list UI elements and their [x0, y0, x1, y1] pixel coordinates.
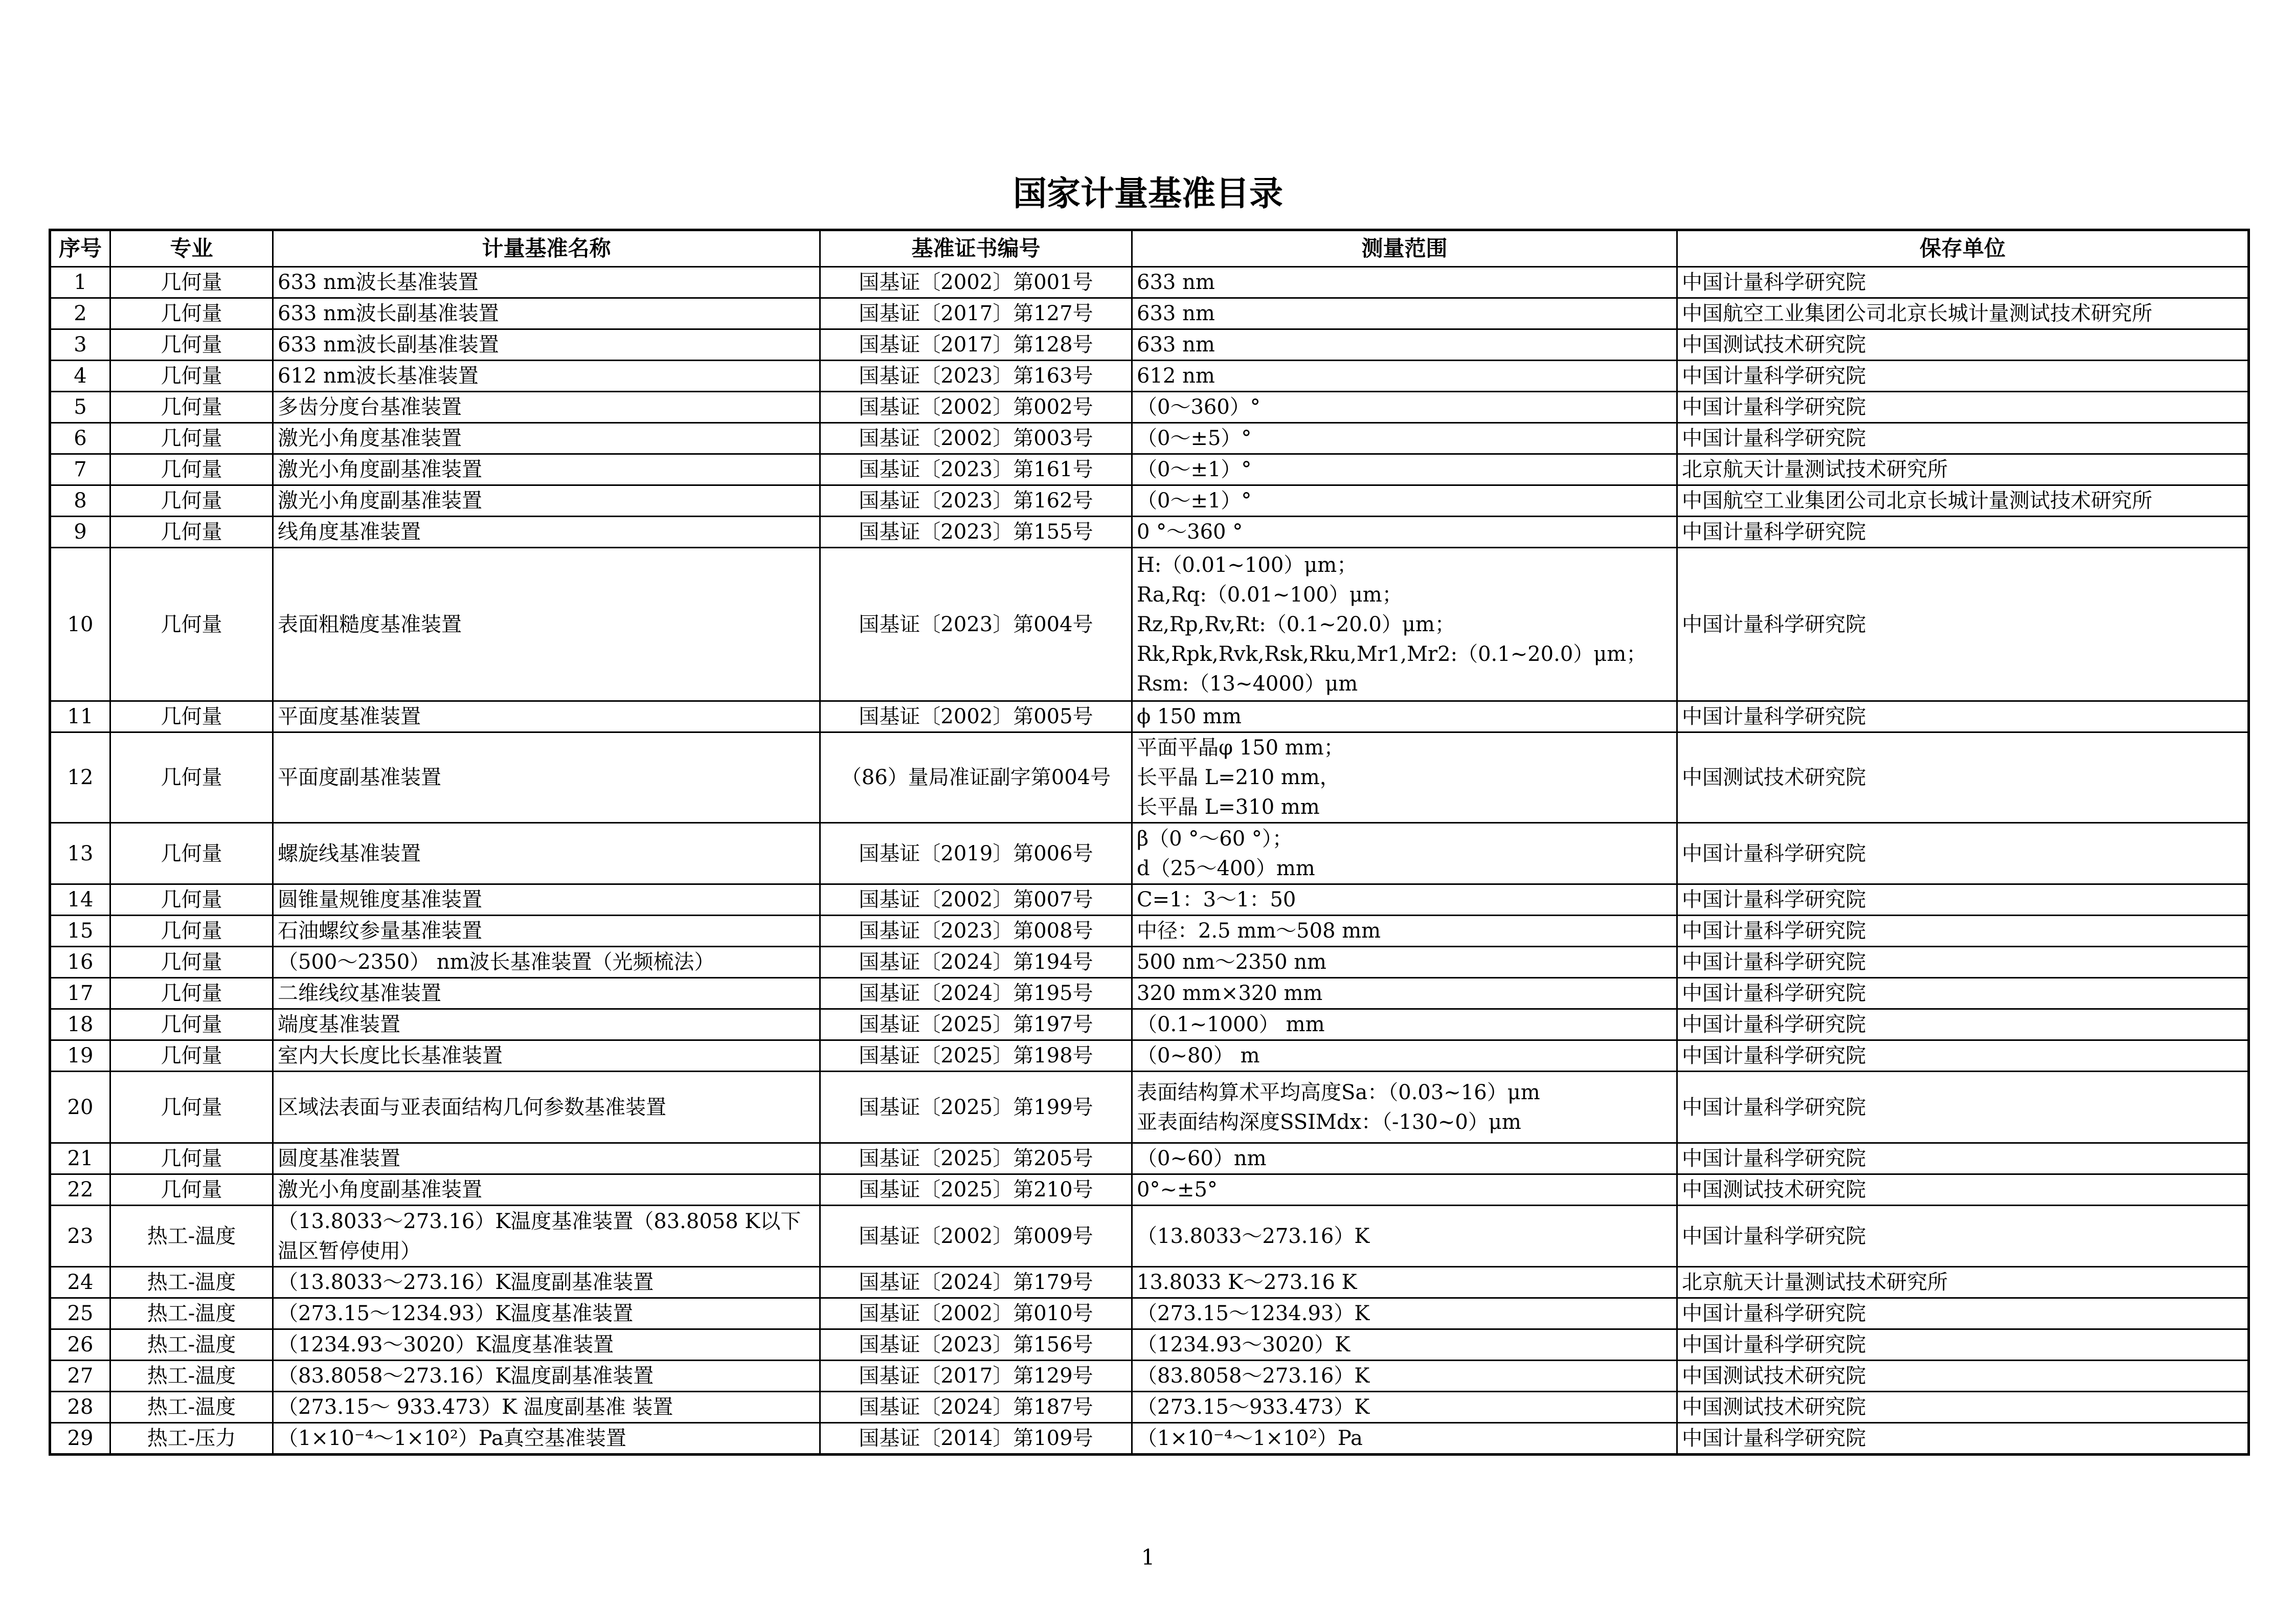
cell-holder: 中国计量科学研究院: [1677, 1009, 2249, 1040]
cell-cert: 国基证〔2023〕第163号: [820, 361, 1132, 392]
cell-no: 6: [50, 423, 110, 454]
cell-field: 热工-温度: [110, 1392, 273, 1423]
cell-no: 26: [50, 1329, 110, 1361]
cell-range: 13.8033 K～273.16 K: [1132, 1267, 1677, 1298]
table-row: [50, 454, 2249, 485]
cell-holder: 中国计量科学研究院: [1677, 517, 2249, 548]
cell-holder: 中国计量科学研究院: [1677, 947, 2249, 978]
cell-cert: 国基证〔2023〕第162号: [820, 485, 1132, 517]
table-row: [50, 1392, 2249, 1423]
cell-field: 几何量: [110, 548, 273, 701]
cell-range: （0~60）nm: [1132, 1143, 1677, 1174]
table-row: [50, 548, 2249, 701]
cell-holder: 北京航天计量测试技术研究所: [1677, 1267, 2249, 1298]
cell-cert: 国基证〔2019〕第006号: [820, 823, 1132, 884]
table-row: [50, 392, 2249, 423]
cell-holder: 中国计量科学研究院: [1677, 392, 2249, 423]
table-row: [50, 485, 2249, 517]
cell-range: （13.8033～273.16）K: [1132, 1206, 1677, 1267]
cell-name: （83.8058～273.16）K温度副基准装置: [273, 1361, 820, 1392]
cell-field: 热工-温度: [110, 1267, 273, 1298]
cell-cert: 国基证〔2002〕第010号: [820, 1298, 1132, 1329]
cell-name: 石油螺纹参量基准装置: [273, 916, 820, 947]
table-row: [50, 1072, 2249, 1143]
cell-range: 平面平晶φ 150 mm； 长平晶 L=210 mm， 长平晶 L=310 mm: [1132, 732, 1677, 823]
cell-cert: 国基证〔2023〕第156号: [820, 1329, 1132, 1361]
cell-name: 多齿分度台基准装置: [273, 392, 820, 423]
table-row: [50, 1040, 2249, 1072]
cell-field: 热工-压力: [110, 1423, 273, 1455]
cell-name: （13.8033～273.16）K温度基准装置（83.8058 K以下温区暂停使用）: [273, 1206, 820, 1267]
cell-no: 27: [50, 1361, 110, 1392]
cell-field: 几何量: [110, 947, 273, 978]
cell-field: 几何量: [110, 329, 273, 361]
cell-no: 11: [50, 701, 110, 732]
cell-name: 室内大长度比长基准装置: [273, 1040, 820, 1072]
header-holder: 保存单位: [1677, 230, 2249, 267]
cell-holder: 中国计量科学研究院: [1677, 267, 2249, 298]
table-row: [50, 884, 2249, 916]
header-field: 专业: [110, 230, 273, 267]
cell-holder: 中国计量科学研究院: [1677, 916, 2249, 947]
cell-range: （0～±1）°: [1132, 454, 1677, 485]
table-row: [50, 1361, 2249, 1392]
cell-cert: 国基证〔2017〕第129号: [820, 1361, 1132, 1392]
cell-range: （0～±5）°: [1132, 423, 1677, 454]
table-row: [50, 701, 2249, 732]
cell-no: 24: [50, 1267, 110, 1298]
header-cert: 基准证书编号: [820, 230, 1132, 267]
cell-field: 几何量: [110, 732, 273, 823]
cell-cert: 国基证〔2017〕第128号: [820, 329, 1132, 361]
cell-holder: 中国计量科学研究院: [1677, 423, 2249, 454]
cell-no: 22: [50, 1174, 110, 1206]
cell-name: （1×10⁻⁴～1×10²）Pa真空基准装置: [273, 1423, 820, 1455]
table-row: [50, 947, 2249, 978]
cell-holder: 中国计量科学研究院: [1677, 978, 2249, 1009]
cell-range: （0～360）°: [1132, 392, 1677, 423]
cell-holder: 中国航空工业集团公司北京长城计量测试技术研究所: [1677, 298, 2249, 329]
table-body: [50, 267, 2249, 1455]
cell-no: 21: [50, 1143, 110, 1174]
cell-name: 圆锥量规锥度基准装置: [273, 884, 820, 916]
cell-field: 几何量: [110, 423, 273, 454]
cell-range: （83.8058～273.16）K: [1132, 1361, 1677, 1392]
cell-holder: 北京航天计量测试技术研究所: [1677, 454, 2249, 485]
cell-holder: 中国计量科学研究院: [1677, 884, 2249, 916]
cell-cert: 国基证〔2025〕第199号: [820, 1072, 1132, 1143]
table-row: [50, 517, 2249, 548]
cell-field: 几何量: [110, 454, 273, 485]
cell-no: 3: [50, 329, 110, 361]
cell-no: 13: [50, 823, 110, 884]
cell-cert: 国基证〔2023〕第155号: [820, 517, 1132, 548]
cell-name: 二维线纹基准装置: [273, 978, 820, 1009]
cell-no: 12: [50, 732, 110, 823]
page-number: 1: [1141, 1545, 1155, 1570]
cell-name: 633 nm波长基准装置: [273, 267, 820, 298]
cell-no: 17: [50, 978, 110, 1009]
cell-holder: 中国计量科学研究院: [1677, 1298, 2249, 1329]
cell-holder: 中国测试技术研究院: [1677, 1361, 2249, 1392]
cell-name: （500～2350） nm波长基准装置（光频梳法）: [273, 947, 820, 978]
cell-range: 0 °～360 °: [1132, 517, 1677, 548]
cell-name: 端度基准装置: [273, 1009, 820, 1040]
cell-range: H:（0.01~100）μm； Ra,Rq:（0.01~100）μm； Rz,Rp,Rv,Rt:（0.1~20.0）μm； Rk,Rpk,Rvk,Rsk,Rku,Mr1,Mr2:（0.1~20.0）μm； Rsm:（13~4000）μm: [1132, 548, 1677, 701]
cell-range: C=1：3～1：50: [1132, 884, 1677, 916]
cell-field: 几何量: [110, 267, 273, 298]
cell-no: 19: [50, 1040, 110, 1072]
header-no: 序号: [50, 230, 110, 267]
cell-holder: 中国计量科学研究院: [1677, 548, 2249, 701]
cell-holder: 中国计量科学研究院: [1677, 361, 2249, 392]
cell-field: 几何量: [110, 298, 273, 329]
cell-holder: 中国计量科学研究院: [1677, 701, 2249, 732]
cell-name: 激光小角度副基准装置: [273, 454, 820, 485]
cell-holder: 中国测试技术研究院: [1677, 1174, 2249, 1206]
cell-holder: 中国计量科学研究院: [1677, 823, 2249, 884]
cell-name: 线角度基准装置: [273, 517, 820, 548]
table-header: [50, 230, 2249, 267]
cell-field: 几何量: [110, 485, 273, 517]
cell-name: 激光小角度副基准装置: [273, 485, 820, 517]
cell-cert: （86）量局准证副字第004号: [820, 732, 1132, 823]
cell-no: 1: [50, 267, 110, 298]
cell-name: 平面度副基准装置: [273, 732, 820, 823]
cell-holder: 中国测试技术研究院: [1677, 732, 2249, 823]
table-row: [50, 423, 2249, 454]
cell-cert: 国基证〔2002〕第009号: [820, 1206, 1132, 1267]
cell-cert: 国基证〔2023〕第161号: [820, 454, 1132, 485]
cell-holder: 中国计量科学研究院: [1677, 1040, 2249, 1072]
cell-range: （0～±1）°: [1132, 485, 1677, 517]
header-range: 测量范围: [1132, 230, 1677, 267]
cell-no: 16: [50, 947, 110, 978]
cell-range: 中径：2.5 mm～508 mm: [1132, 916, 1677, 947]
cell-range: （0.1~1000） mm: [1132, 1009, 1677, 1040]
table-row: [50, 1009, 2249, 1040]
cell-cert: 国基证〔2024〕第179号: [820, 1267, 1132, 1298]
cell-no: 4: [50, 361, 110, 392]
table-row: [50, 1174, 2249, 1206]
table-row: [50, 1423, 2249, 1455]
cell-no: 23: [50, 1206, 110, 1267]
cell-field: 热工-温度: [110, 1329, 273, 1361]
cell-name: 区域法表面与亚表面结构几何参数基准装置: [273, 1072, 820, 1143]
cell-range: 320 mm×320 mm: [1132, 978, 1677, 1009]
cell-field: 几何量: [110, 392, 273, 423]
cell-field: 几何量: [110, 884, 273, 916]
cell-range: （1×10⁻⁴～1×10²）Pa: [1132, 1423, 1677, 1455]
cell-cert: 国基证〔2025〕第205号: [820, 1143, 1132, 1174]
table-row: [50, 732, 2249, 823]
cell-field: 热工-温度: [110, 1361, 273, 1392]
cell-name: 633 nm波长副基准装置: [273, 298, 820, 329]
cell-name: 612 nm波长基准装置: [273, 361, 820, 392]
cell-name: （273.15～1234.93）K温度基准装置: [273, 1298, 820, 1329]
table-row: [50, 329, 2249, 361]
cell-field: 热工-温度: [110, 1206, 273, 1267]
cell-cert: 国基证〔2002〕第005号: [820, 701, 1132, 732]
cell-no: 15: [50, 916, 110, 947]
table-row: [50, 1329, 2249, 1361]
cell-no: 20: [50, 1072, 110, 1143]
cell-range: （273.15～1234.93）K: [1132, 1298, 1677, 1329]
table-row: [50, 978, 2249, 1009]
cell-field: 热工-温度: [110, 1298, 273, 1329]
cell-range: （273.15～933.473）K: [1132, 1392, 1677, 1423]
table-row: [50, 361, 2249, 392]
cell-cert: 国基证〔2024〕第195号: [820, 978, 1132, 1009]
cell-holder: 中国测试技术研究院: [1677, 1392, 2249, 1423]
cell-range: 612 nm: [1132, 361, 1677, 392]
cell-field: 几何量: [110, 701, 273, 732]
cell-cert: 国基证〔2014〕第109号: [820, 1423, 1132, 1455]
cell-no: 7: [50, 454, 110, 485]
cell-cert: 国基证〔2025〕第210号: [820, 1174, 1132, 1206]
cell-range: （0~80） m: [1132, 1040, 1677, 1072]
table-row: [50, 1143, 2249, 1174]
table-row: [50, 1206, 2249, 1267]
cell-cert: 国基证〔2002〕第003号: [820, 423, 1132, 454]
header-row: [50, 230, 2249, 267]
cell-holder: 中国测试技术研究院: [1677, 329, 2249, 361]
cell-field: 几何量: [110, 1143, 273, 1174]
cell-no: 2: [50, 298, 110, 329]
cell-field: 几何量: [110, 1009, 273, 1040]
cell-cert: 国基证〔2023〕第008号: [820, 916, 1132, 947]
cell-cert: 国基证〔2017〕第127号: [820, 298, 1132, 329]
cell-no: 29: [50, 1423, 110, 1455]
cell-range: 633 nm: [1132, 329, 1677, 361]
cell-field: 几何量: [110, 517, 273, 548]
cell-field: 几何量: [110, 1174, 273, 1206]
cell-cert: 国基证〔2025〕第197号: [820, 1009, 1132, 1040]
cell-holder: 中国计量科学研究院: [1677, 1423, 2249, 1455]
cell-field: 几何量: [110, 1040, 273, 1072]
cell-no: 25: [50, 1298, 110, 1329]
cell-name: 表面粗糙度基准装置: [273, 548, 820, 701]
cell-no: 18: [50, 1009, 110, 1040]
cell-field: 几何量: [110, 978, 273, 1009]
cell-holder: 中国计量科学研究院: [1677, 1072, 2249, 1143]
cell-name: 激光小角度基准装置: [273, 423, 820, 454]
cell-cert: 国基证〔2024〕第194号: [820, 947, 1132, 978]
cell-field: 几何量: [110, 1072, 273, 1143]
catalog-table: [49, 229, 2250, 1456]
cell-no: 10: [50, 548, 110, 701]
cell-no: 9: [50, 517, 110, 548]
cell-name: 633 nm波长副基准装置: [273, 329, 820, 361]
cell-holder: 中国计量科学研究院: [1677, 1329, 2249, 1361]
cell-name: （273.15～ 933.473）K 温度副基准 装置: [273, 1392, 820, 1423]
table-row: [50, 916, 2249, 947]
cell-name: 激光小角度副基准装置: [273, 1174, 820, 1206]
table-row: [50, 298, 2249, 329]
cell-name: 圆度基准装置: [273, 1143, 820, 1174]
cell-holder: 中国计量科学研究院: [1677, 1206, 2249, 1267]
cell-name: （1234.93～3020）K温度基准装置: [273, 1329, 820, 1361]
cell-field: 几何量: [110, 361, 273, 392]
table-row: [50, 1267, 2249, 1298]
cell-range: β（0 °～60 °）； d（25～400）mm: [1132, 823, 1677, 884]
cell-holder: 中国航空工业集团公司北京长城计量测试技术研究所: [1677, 485, 2249, 517]
cell-range: 633 nm: [1132, 267, 1677, 298]
cell-no: 8: [50, 485, 110, 517]
cell-cert: 国基证〔2002〕第007号: [820, 884, 1132, 916]
cell-cert: 国基证〔2024〕第187号: [820, 1392, 1132, 1423]
table-row: [50, 267, 2249, 298]
cell-no: 5: [50, 392, 110, 423]
cell-cert: 国基证〔2002〕第001号: [820, 267, 1132, 298]
cell-range: 表面结构算术平均高度Sa：（0.03~16）μm 亚表面结构深度SSIMdx：（-130~0）μm: [1132, 1072, 1677, 1143]
cell-range: 500 nm～2350 nm: [1132, 947, 1677, 978]
cell-name: （13.8033～273.16）K温度副基准装置: [273, 1267, 820, 1298]
cell-name: 螺旋线基准装置: [273, 823, 820, 884]
cell-cert: 国基证〔2023〕第004号: [820, 548, 1132, 701]
cell-cert: 国基证〔2025〕第198号: [820, 1040, 1132, 1072]
cell-no: 14: [50, 884, 110, 916]
cell-field: 几何量: [110, 823, 273, 884]
cell-no: 28: [50, 1392, 110, 1423]
table-row: [50, 823, 2249, 884]
cell-range: 633 nm: [1132, 298, 1677, 329]
cell-cert: 国基证〔2002〕第002号: [820, 392, 1132, 423]
cell-holder: 中国计量科学研究院: [1677, 1143, 2249, 1174]
page-title: 国家计量基准目录: [1013, 174, 1283, 213]
cell-range: ϕ 150 mm: [1132, 701, 1677, 732]
cell-range: （1234.93～3020）K: [1132, 1329, 1677, 1361]
cell-name: 平面度基准装置: [273, 701, 820, 732]
header-name: 计量基准名称: [273, 230, 820, 267]
cell-range: 0°~±5°: [1132, 1174, 1677, 1206]
table-row: [50, 1298, 2249, 1329]
cell-field: 几何量: [110, 916, 273, 947]
